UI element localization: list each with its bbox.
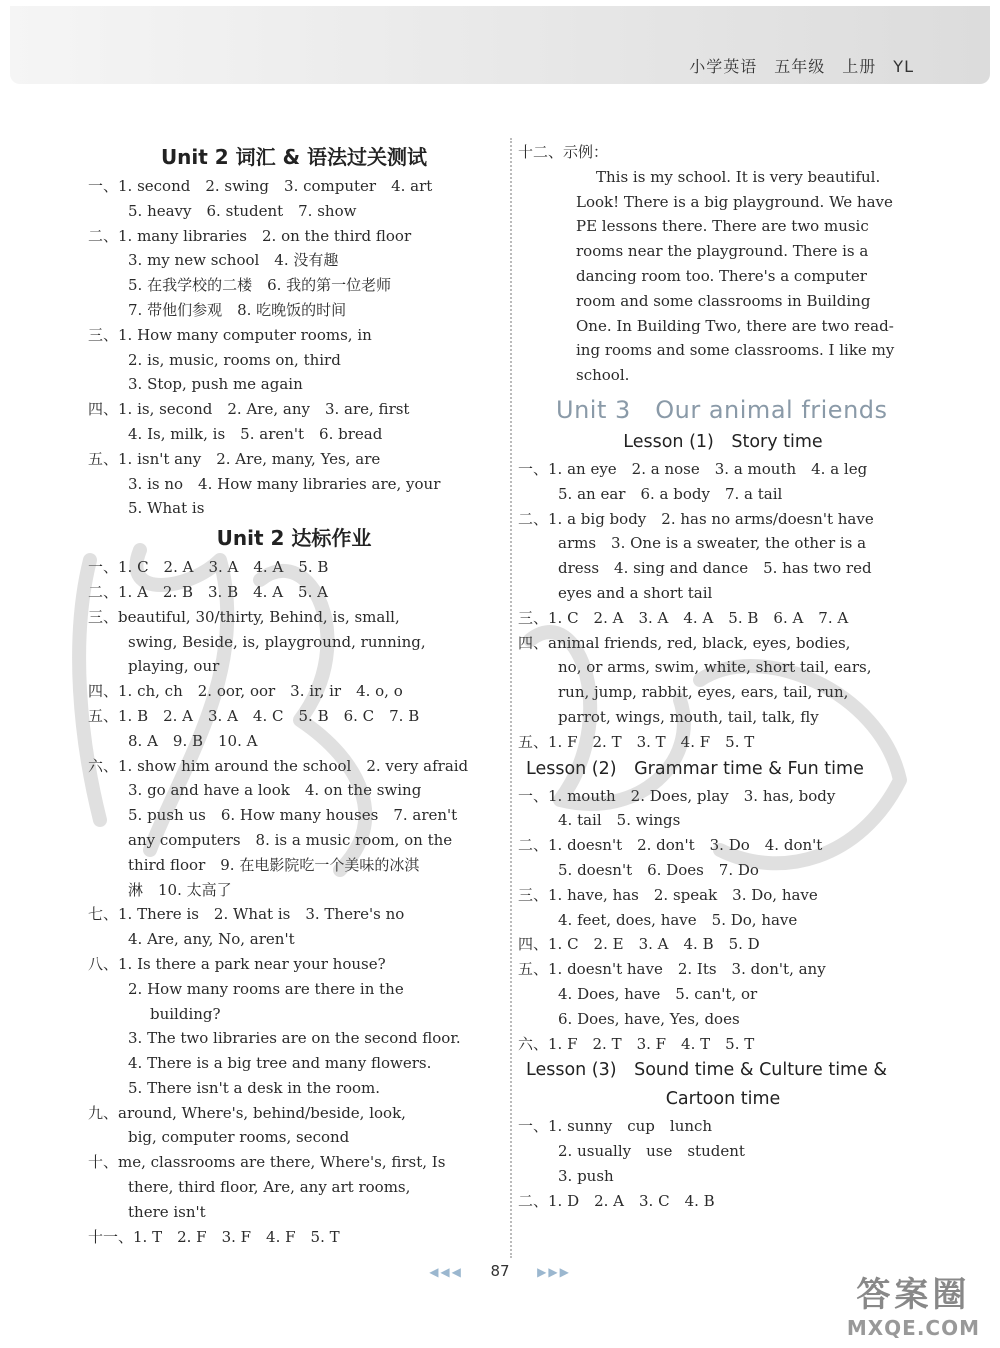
answer-line: 六、1. F 2. T 3. F 4. T 5. T xyxy=(518,1034,755,1053)
answer-line: 4. Are, any, No, aren't xyxy=(128,930,295,949)
site-watermark xyxy=(847,1267,980,1340)
answer-line: 3. Stop, push me again xyxy=(128,375,303,394)
section-title-vocab-test: Unit 2 词汇 & 语法过关测试 xyxy=(160,145,428,169)
answer-line: 五、1. B 2. A 3. A 4. C 5. B 6. C 7. B xyxy=(88,706,420,725)
answer-line: 五、1. isn't any 2. Are, many, Yes, are xyxy=(88,449,381,468)
answer-line: 三、beautiful, 30/thirty, Behind, is, small, xyxy=(88,607,400,626)
next-arrows-icon: ▶▶▶ xyxy=(537,1265,571,1279)
answer-line: 一、1. mouth 2. Does, play 3. has, body xyxy=(518,786,836,805)
column-divider xyxy=(510,138,512,1258)
essay-line: Look! There is a big playground. We have xyxy=(576,192,893,211)
answer-line: 五、1. doesn't have 2. Its 3. don't, any xyxy=(518,960,826,979)
answer-line: playing, our xyxy=(128,657,220,676)
answer-line: 一、1. sunny cup lunch xyxy=(518,1117,713,1136)
answer-line: 三、1. have, has 2. speak 3. Do, have xyxy=(518,885,818,904)
answer-line: 二、1. doesn't 2. don't 3. Do 4. don't xyxy=(518,836,823,855)
answer-line: 四、1. is, second 2. Are, any 3. are, first xyxy=(88,400,410,419)
answer-line: 二、1. A 2. B 3. B 4. A 5. A xyxy=(88,582,328,601)
answer-line: 8. A 9. B 10. A xyxy=(128,731,258,750)
answer-line: 三、1. How many computer rooms, in xyxy=(88,325,372,344)
answer-line: 3. my new school 4. 没有趣 xyxy=(128,251,339,270)
answer-line: 八、1. Is there a park near your house? xyxy=(88,954,386,973)
lesson-2-answers xyxy=(518,784,928,1057)
answer-line: 5. an ear 6. a body 7. a tail xyxy=(558,484,783,503)
answer-line: 七、1. There is 2. What is 3. There's no xyxy=(88,905,405,924)
answer-line: 四、1. ch, ch 2. oor, oor 3. ir, ir 4. o, o xyxy=(88,682,403,701)
essay-line: One. In Building Two, there are two read- xyxy=(576,316,894,335)
lesson-2-title: Lesson (2) Grammar time & Fun time xyxy=(526,758,864,779)
left-column xyxy=(88,140,500,1249)
right-column xyxy=(518,140,928,1213)
answer-line: 3. is no 4. How many libraries are, your xyxy=(128,474,441,493)
answer-line: arms 3. One is a sweater, the other is a xyxy=(558,534,867,553)
answer-line: 7. 带他们参观 8. 吃晚饭的时间 xyxy=(128,300,347,319)
answer-line: 二、1. many libraries 2. on the third floor xyxy=(88,226,412,245)
lesson-1-answers xyxy=(518,457,928,755)
answer-line: 三、1. C 2. A 3. A 4. A 5. B 6. A 7. A xyxy=(518,608,849,627)
answer-line: parrot, wings, mouth, tail, talk, fly xyxy=(558,707,819,726)
lesson-3-answers xyxy=(518,1114,928,1213)
answer-line: there isn't xyxy=(128,1202,206,1221)
watermark-logo-text: 答案圈 xyxy=(856,1275,971,1315)
answer-line: run, jump, rabbit, eyes, ears, tail, run, xyxy=(558,683,849,702)
answer-line: 四、animal friends, red, black, eyes, bodies, xyxy=(518,633,851,652)
answer-line: 4. Does, have 5. can't, or xyxy=(558,984,758,1003)
answer-line: third floor 9. 在电影院吃一个美味的冰淇 xyxy=(128,855,420,874)
essay-line: This is my school. It is very beautiful. xyxy=(596,167,881,186)
answer-line: 3. The two libraries are on the second floor. xyxy=(128,1029,461,1048)
answer-line: 5. heavy 6. student 7. show xyxy=(128,201,357,220)
lesson-3-title-continued: Cartoon time xyxy=(665,1089,781,1110)
sample-essay xyxy=(518,165,928,388)
answer-line: eyes and a short tail xyxy=(558,583,713,602)
answer-line: 一、1. C 2. A 3. A 4. A 5. B xyxy=(88,558,329,577)
book-title: 小学英语 五年级 上册 YL xyxy=(689,57,914,76)
essay-line: dancing room too. There's a computer xyxy=(576,266,867,285)
essay-line: room and some classrooms in Building xyxy=(576,291,871,310)
answer-line: big, computer rooms, second xyxy=(128,1128,350,1147)
page-header xyxy=(10,6,990,84)
watermark-url: MXQE.COM xyxy=(846,1316,980,1340)
answer-line: no, or arms, swim, white, short tail, ears, xyxy=(558,658,872,677)
answer-line: 十、me, classrooms are there, Where's, first, Is xyxy=(88,1153,446,1172)
answer-line: 四、1. C 2. E 3. A 4. B 5. D xyxy=(518,935,760,954)
answer-line: there, third floor, Are, any art rooms, xyxy=(128,1178,411,1197)
lesson-3-title: Lesson (3) Sound time & Culture time & xyxy=(526,1060,888,1081)
answer-line: 3. go and have a look 4. on the swing xyxy=(128,781,422,800)
answer-line: 6. Does, have, Yes, does xyxy=(558,1009,740,1028)
answer-line: building? xyxy=(150,1004,221,1023)
answer-line: 5. 在我学校的二楼 6. 我的第一位老师 xyxy=(128,276,392,295)
answer-line: dress 4. sing and dance 5. has two red xyxy=(558,559,872,578)
answer-line: 五、1. F 2. T 3. T 4. F 5. T xyxy=(518,732,755,751)
answer-line: 4. Is, milk, is 5. aren't 6. bread xyxy=(128,424,383,443)
vocab-answers xyxy=(88,174,500,521)
answer-line: 九、around, Where's, behind/beside, look, xyxy=(88,1103,406,1122)
answer-line: 一、1. an eye 2. a nose 3. a mouth 4. a leg xyxy=(518,459,868,478)
lesson-1-title: Lesson (1) Story time xyxy=(623,431,823,452)
essay-line: school. xyxy=(576,366,630,385)
answer-line: 十一、1. T 2. F 3. F 4. F 5. T xyxy=(88,1227,340,1246)
answer-line: 2. usually use student xyxy=(558,1142,745,1161)
question-12-label: 十二、示例： xyxy=(518,143,609,161)
answer-line: 4. There is a big tree and many flowers. xyxy=(128,1054,432,1073)
answer-line: 淋 10. 太高了 xyxy=(128,880,232,899)
answer-line: swing, Beside, is, playground, running, xyxy=(128,632,426,651)
essay-line: ing rooms and some classrooms. I like my xyxy=(576,341,895,360)
answer-line: 4. feet, does, have 5. Do, have xyxy=(558,910,798,929)
answer-line: 4. tail 5. wings xyxy=(558,811,681,830)
answer-line: 二、1. a big body 2. has no arms/doesn't have xyxy=(518,509,874,528)
page-number: 87 xyxy=(490,1262,510,1280)
essay-line: PE lessons there. There are two music xyxy=(576,217,869,236)
answer-line: 2. is, music, rooms on, third xyxy=(128,350,341,369)
answer-line: 5. push us 6. How many houses 7. aren't xyxy=(128,806,458,825)
unit-3-title: Unit 3 Our animal friends xyxy=(556,395,888,424)
answer-line: any computers 8. is a music room, on the xyxy=(128,830,453,849)
answer-line: 二、1. D 2. A 3. C 4. B xyxy=(518,1191,715,1210)
homework-answers xyxy=(88,555,500,1249)
answer-line: 2. How many rooms are there in the xyxy=(128,979,404,998)
essay-line: rooms near the playground. There is a xyxy=(576,242,869,261)
section-title-homework: Unit 2 达标作业 xyxy=(216,526,372,551)
answer-line: 5. What is xyxy=(128,499,205,518)
answer-line: 一、1. second 2. swing 3. computer 4. art xyxy=(88,177,433,195)
answer-line: 六、1. show him around the school 2. very afraid xyxy=(88,756,469,775)
answer-line: 5. doesn't 6. Does 7. Do xyxy=(558,860,759,879)
prev-arrows-icon: ◀◀◀ xyxy=(429,1265,463,1279)
answer-line: 3. push xyxy=(558,1166,614,1185)
answer-line: 5. There isn't a desk in the room. xyxy=(128,1078,381,1097)
